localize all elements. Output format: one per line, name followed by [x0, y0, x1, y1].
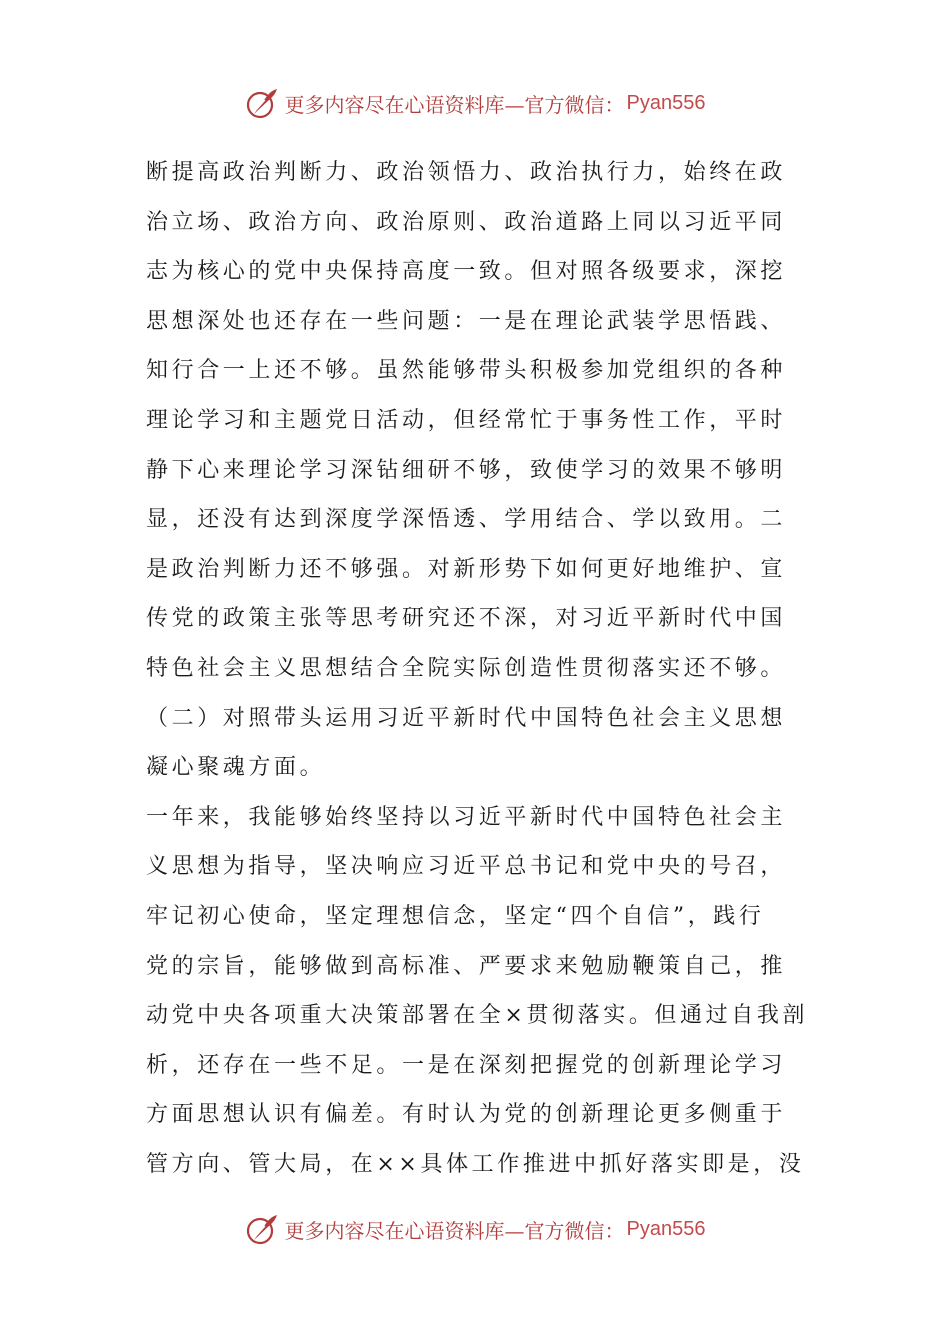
- text-line: 显，还没有达到深度学深悟透、学用结合、学以致用。二: [146, 507, 787, 533]
- text-line: 知行合一上还不够。虽然能够带头积极参加党组织的各种: [146, 358, 787, 384]
- watermark-handle: Pyan556: [626, 1217, 706, 1240]
- text-line: 是政治判断力还不够强。对新形势下如何更好地维护、宣: [146, 556, 787, 582]
- footer-watermark: [0, 1209, 950, 1249]
- text-line: 方面思想认识有偏差。有时认为党的创新理论更多侧重于: [146, 1102, 787, 1128]
- text-line: 思想深处也还存在一些问题：一是在理论武装学思悟践、: [146, 308, 787, 334]
- header-watermark: [0, 83, 950, 123]
- watermark-text: 更多内容尽在心语资料库—官方微信：: [284, 1218, 625, 1243]
- text-line: 治立场、政治方向、政治原则、政治道路上同以习近平同: [146, 209, 787, 235]
- text-line: 牢记初心使命，坚定理想信念，坚定“四个自信”，践行: [146, 903, 765, 929]
- watermark-handle: Pyan556: [626, 91, 706, 114]
- watermark-text: 更多内容尽在心语资料库—官方微信：: [284, 92, 625, 117]
- text-line: 管方向、管大局，在××具体工作推进中抓好落实即是，没: [146, 1151, 805, 1177]
- text-line: 党的宗旨，能够做到高标准、严要求来勉励鞭策自己，推: [146, 953, 787, 979]
- text-line: 动党中央各项重大决策部署在全×贯彻落实。但通过自我剖: [146, 1003, 809, 1029]
- section-heading: （二）对照带头运用习近平新时代中国特色社会主义思想: [146, 705, 787, 731]
- quill-pen-logo-icon: [245, 86, 279, 120]
- text-line: 静下心来理论学习深钻细研不够，致使学习的效果不够明: [146, 457, 787, 483]
- quill-pen-logo-icon: [245, 1212, 279, 1246]
- text-line: 义思想为指导，坚决响应习近平总书记和党中央的号召，: [146, 854, 787, 880]
- document-body: [146, 148, 809, 1189]
- text-line: 特色社会主义思想结合全院实际创造性贯彻落实还不够。: [146, 655, 787, 681]
- text-line: 析，还存在一些不足。一是在深刻把握党的创新理论学习: [146, 1052, 787, 1078]
- section-heading: 凝心聚魂方面。: [146, 755, 326, 781]
- text-line: 理论学习和主题党日活动，但经常忙于事务性工作，平时: [146, 407, 787, 433]
- text-line: 一年来，我能够始终坚持以习近平新时代中国特色社会主: [146, 804, 787, 830]
- text-line: 传党的政策主张等思考研究还不深，对习近平新时代中国: [146, 606, 787, 632]
- text-line: 志为核心的党中央保持高度一致。但对照各级要求，深挖: [146, 259, 787, 285]
- text-line: 断提高政治判断力、政治领悟力、政治执行力，始终在政: [146, 160, 787, 185]
